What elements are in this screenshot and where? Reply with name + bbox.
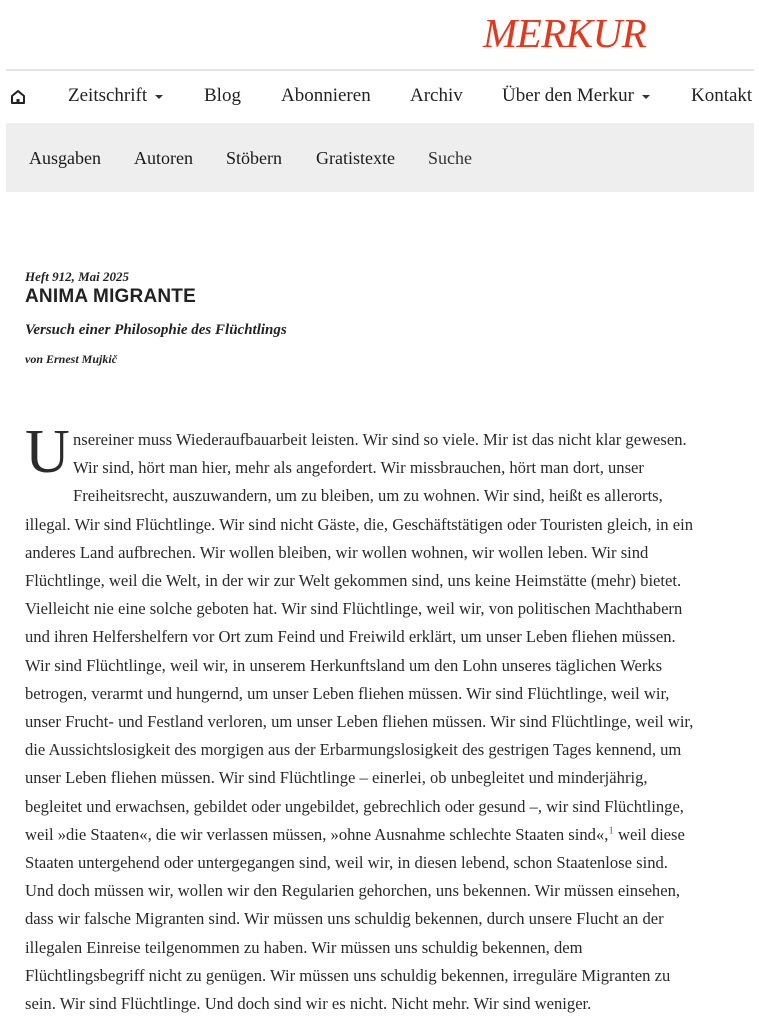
body-line: Freiheitsrecht, auszuwandern, um zu bleiben, um zu wohnen. Wir sind, heißt es allerorts, <box>73 486 663 506</box>
subnav-item-ausgaben[interactable]: Ausgaben <box>29 148 101 168</box>
body-line <box>25 821 737 849</box>
nav-item-archiv[interactable]: Archiv <box>410 85 463 106</box>
nav-label: Zeitschrift <box>68 85 148 106</box>
body-line: und ihren Helfershelfern vor Ort zum Feind und Freiwild erklärt, um unser Leben fliehen müssen. <box>25 627 676 647</box>
main-navigation <box>6 69 754 125</box>
site-logo[interactable]: MERKUR <box>483 10 647 56</box>
body-text-fragment: weil »die Staaten«, die wir verlassen müssen, »ohne Ausnahme schlechte Staaten sind«, <box>25 824 609 844</box>
body-line: unser Frucht- und Festland verloren, um unser Leben fliehen müssen. Wir sind Flüchtlinge, weil wir, <box>25 712 694 732</box>
article-author[interactable]: von Ernest Mujkič <box>25 352 118 366</box>
caret-down-icon <box>155 95 163 99</box>
issue-label[interactable]: Heft 912, Mai 2025 <box>25 269 129 284</box>
body-line: betrogen, verarmt und hungernd, um unser Leben fliehen müssen. Wir sind Flüchtlinge, weil wir, <box>25 683 670 703</box>
body-line: illegal. Wir sind Flüchtlinge. Wir sind nicht Gäste, die, Geschäftstätigen oder Touristen gleich, in ein <box>25 514 694 534</box>
body-line: Wir sind Flüchtlinge, weil wir, in unserem Herkunftsland um den Lohn unseres täglichen Werks <box>25 655 663 675</box>
subnav-item-stoebern[interactable]: Stöbern <box>226 148 282 168</box>
body-line: Staaten untergehend oder untergegangen sind, weil wir, in diesen lebend, schon Staatenlose sind. <box>25 853 668 873</box>
body-line: Flüchtlinge, weil die Welt, in der wir zur Welt gekommen sind, uns keine Heimstätte (mehr) bietet. <box>25 571 682 591</box>
body-line: begleitet und erwachsen, gebildet oder ungebildet, gebrechlich oder gesund –, wir sind Flüchtlinge, <box>25 796 684 816</box>
body-text-fragment: weil diese <box>613 824 685 844</box>
article-subtitle: Versuch einer Philosophie des Flüchtlings <box>25 322 287 338</box>
drop-cap: U <box>25 418 70 486</box>
subnav-item-gratistexte[interactable]: Gratistexte <box>316 148 395 168</box>
body-line: sein. Wir sind Flüchtlinge. Und doch sind wir es nicht. Nicht mehr. Wir sind weniger. <box>25 994 592 1014</box>
nav-item-kontakt[interactable]: Kontakt <box>691 85 753 106</box>
body-line: Wir sind, hört man hier, mehr als angefordert. Wir missbrauchen, hört man dort, unser <box>73 458 644 478</box>
sub-navigation <box>6 123 754 192</box>
article-body <box>25 418 737 1018</box>
body-line: illegalen Einreise teilgenommen zu haben. Wir müssen uns schuldig bekennen, dem <box>25 937 583 957</box>
subnav-item-suche[interactable]: Suche <box>428 148 472 168</box>
body-line: Und doch müssen wir, wollen wir den Regularien gehorchen, uns bekennen. Wir müssen einsehen, <box>25 881 681 901</box>
nav-item-abonnieren[interactable]: Abonnieren <box>281 85 371 106</box>
body-line: unser Leben fliehen müssen. Wir sind Flüchtlinge – einerlei, ob unbegleitet und minderjährig, <box>25 768 648 788</box>
body-line: Flüchtlingsbegriff nicht zu genügen. Wir müssen uns schuldig bekennen, irreguläre Migranten zu <box>25 965 671 985</box>
caret-down-icon <box>642 95 650 99</box>
subnav-item-autoren[interactable]: Autoren <box>134 148 193 168</box>
nav-item-ueber-den-merkur[interactable] <box>502 84 650 108</box>
body-line: nsereiner muss Wiederaufbauarbeit leisten. Wir sind so viele. Mir ist das nicht klar gewesen. <box>73 430 687 449</box>
home-icon[interactable] <box>9 88 27 106</box>
nav-label: Über den Merkur <box>502 85 634 106</box>
nav-item-blog[interactable]: Blog <box>204 85 241 106</box>
nav-item-zeitschrift[interactable] <box>68 84 163 108</box>
article-title: ANIMA MIGRANTE <box>25 286 196 307</box>
body-line: dass wir falsche Migranten sind. Wir müssen uns schuldig bekennen, durch unsere Flucht an der <box>25 909 664 929</box>
body-line: anderes Land aufbrechen. Wir wollen bleiben, wir wollen wohnen, wir wollen leben. Wir sind <box>25 542 649 562</box>
footnote-reference[interactable]: 1 <box>608 824 614 837</box>
body-line: die Aussichtslosigkeit des morgigen aus der Erbarmungslosigkeit des gestrigen Tages kennend, um <box>25 740 682 760</box>
body-line: Vielleicht nie eine solche geboten hat. Wir sind Flüchtlinge, weil wir, von politischen Machthabern <box>25 599 683 619</box>
